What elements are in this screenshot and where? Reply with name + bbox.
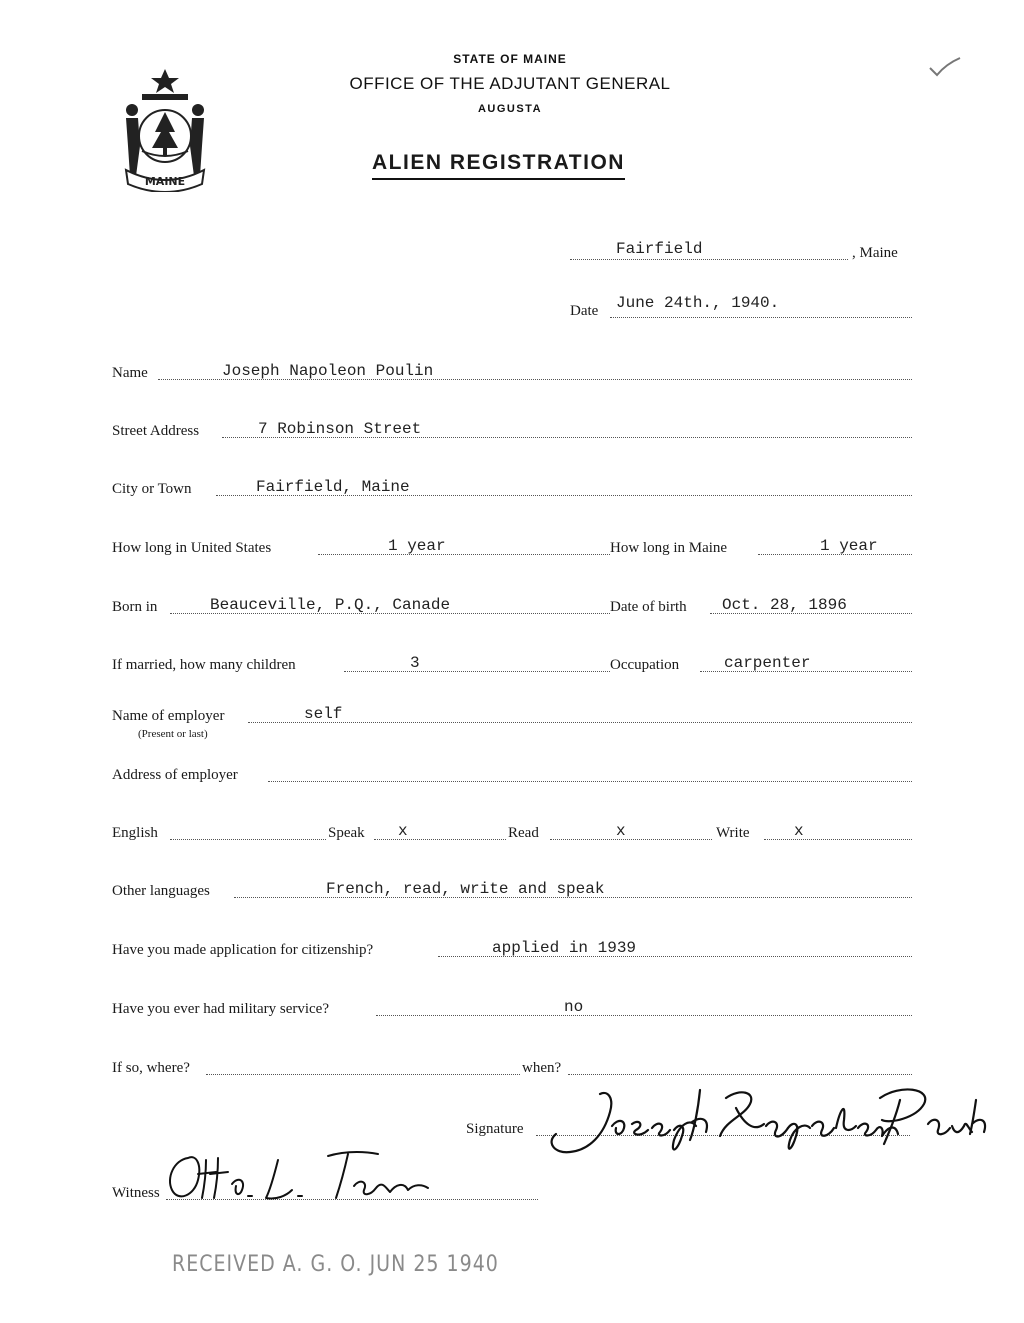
employer-label: Name of employer	[112, 708, 225, 724]
military-value[interactable]: no	[564, 998, 584, 1016]
maine-seal-icon	[112, 66, 218, 192]
name-value[interactable]: Joseph Napoleon Poulin	[222, 362, 434, 380]
us-time-label: How long in United States	[112, 540, 272, 556]
place-suffix: , Maine	[852, 245, 898, 261]
name-row	[112, 360, 912, 384]
city-value[interactable]: Fairfield, Maine	[256, 478, 410, 496]
dob-label: Date of birth	[610, 599, 687, 615]
military-row	[112, 996, 912, 1020]
occupation-label: Occupation	[610, 657, 680, 673]
born-label: Born in	[112, 599, 158, 615]
english-label: English	[112, 825, 158, 841]
header-office: OFFICE OF THE ADJUTANT GENERAL	[349, 74, 671, 93]
witness-signature	[158, 1140, 438, 1210]
read-value[interactable]: x	[616, 822, 626, 840]
write-label: Write	[716, 825, 750, 841]
languages-row	[112, 878, 912, 902]
children-value[interactable]: 3	[410, 654, 420, 672]
where-label: If so, where?	[112, 1060, 190, 1076]
citizenship-value[interactable]: applied in 1939	[492, 939, 637, 957]
born-value[interactable]: Beauceville, P.Q., Canade	[210, 596, 451, 614]
place-row	[560, 240, 920, 264]
citizenship-label: Have you made application for citizenship?	[112, 942, 374, 958]
street-value[interactable]: 7 Robinson Street	[258, 420, 422, 438]
employer-row	[112, 703, 912, 740]
employer-address-row	[112, 762, 912, 786]
languages-label: Other languages	[112, 883, 210, 899]
street-row	[112, 418, 912, 442]
citizenship-row	[112, 937, 912, 961]
children-row	[112, 652, 912, 676]
speak-value[interactable]: x	[398, 822, 408, 840]
received-stamp: RECEIVED A. G. O. JUN 25 1940	[172, 1251, 499, 1277]
employer-value[interactable]: self	[304, 705, 343, 723]
place-value[interactable]: Fairfield	[616, 240, 703, 258]
read-label: Read	[508, 825, 539, 841]
street-label: Street Address	[112, 423, 200, 439]
dob-value[interactable]: Oct. 28, 1896	[722, 596, 847, 614]
occupation-value[interactable]: carpenter	[724, 654, 811, 672]
english-row	[112, 820, 912, 844]
witness-label: Witness	[112, 1185, 160, 1201]
children-label: If married, how many children	[112, 657, 296, 673]
date-value[interactable]: June 24th., 1940.	[616, 294, 780, 312]
service-details-row	[112, 1055, 912, 1079]
checkmark-icon	[928, 56, 962, 78]
city-label: City or Town	[112, 481, 192, 497]
header-city: AUGUSTA	[477, 103, 543, 115]
maine-time-value[interactable]: 1 year	[820, 537, 878, 555]
military-label: Have you ever had military service?	[112, 1001, 329, 1017]
residence-row	[112, 535, 912, 559]
date-row	[570, 294, 912, 322]
form-title: ALIEN REGISTRATION	[372, 151, 625, 180]
header-state: STATE OF MAINE	[453, 52, 567, 66]
employer-address-label: Address of employer	[112, 767, 238, 783]
applicant-signature	[540, 1080, 996, 1160]
birth-row	[112, 594, 912, 618]
employer-sublabel: (Present or last)	[138, 728, 208, 740]
signature-label: Signature	[466, 1121, 524, 1137]
city-row	[112, 476, 912, 500]
name-label: Name	[112, 365, 148, 381]
when-label: when?	[522, 1060, 562, 1076]
svg-text:MAINE: MAINE	[144, 175, 186, 188]
languages-value[interactable]: French, read, write and speak	[326, 880, 605, 898]
write-value[interactable]: x	[794, 822, 804, 840]
us-time-value[interactable]: 1 year	[388, 537, 446, 555]
maine-time-label: How long in Maine	[610, 540, 728, 556]
speak-label: Speak	[328, 825, 365, 841]
date-label: Date	[570, 303, 599, 319]
